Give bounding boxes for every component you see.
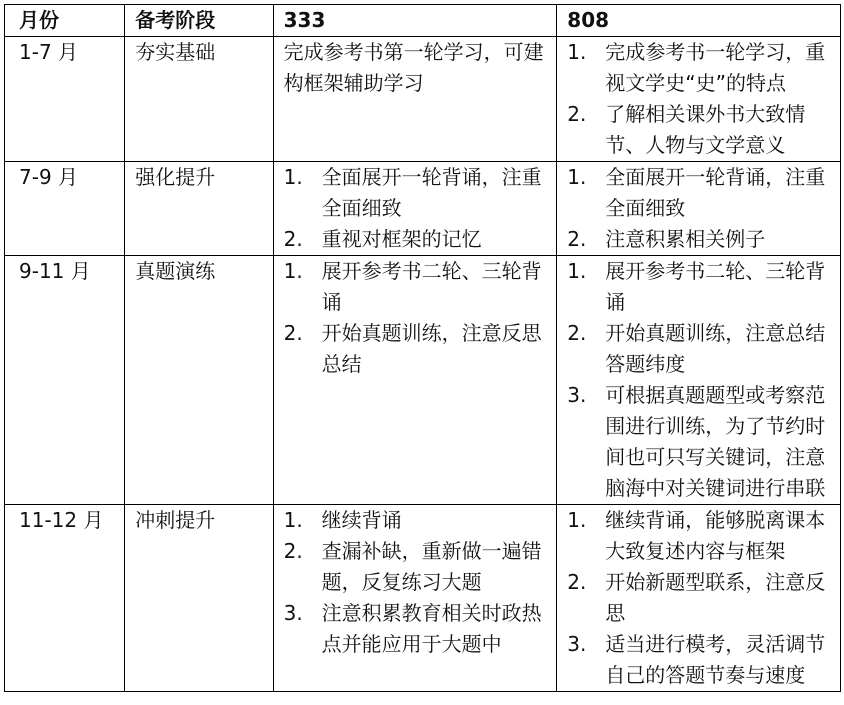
list-text: 开始真题训练，注意反思总结	[321, 321, 542, 376]
list-item	[567, 224, 840, 255]
header-stage: 备考阶段	[125, 5, 273, 37]
list-item	[284, 318, 557, 380]
table-row	[5, 162, 841, 256]
c333-list	[284, 505, 557, 660]
list-text: 注意积累教育相关时政热点并能应用于大题中	[321, 601, 542, 656]
list-item	[567, 629, 840, 691]
list-text: 开始真题训练，注意总结答题纬度	[605, 321, 826, 376]
c333-cell	[273, 162, 557, 256]
list-number: 2.	[283, 321, 303, 345]
list-item	[567, 380, 840, 504]
list-item	[567, 256, 840, 318]
list-text: 注意积累相关例子	[605, 227, 766, 251]
list-text: 完成参考书一轮学习，重视文学史“史”的特点	[605, 40, 826, 95]
table-header-row	[5, 5, 841, 37]
list-text: 继续背诵，能够脱离课本大致复述内容与框架	[605, 508, 826, 563]
list-number: 1.	[567, 508, 587, 532]
list-item	[284, 536, 557, 598]
list-item	[284, 162, 557, 224]
list-number: 3.	[567, 383, 587, 407]
list-item	[567, 318, 840, 380]
list-number: 2.	[567, 102, 587, 126]
list-item	[567, 162, 840, 224]
c333-cell: 完成参考书第一轮学习，可建构框架辅助学习	[273, 37, 557, 162]
list-text: 全面展开一轮背诵，注重全面细致	[321, 165, 542, 220]
c333-list	[284, 162, 557, 255]
table-row	[5, 37, 841, 162]
list-number: 1.	[283, 165, 303, 189]
table-row	[5, 256, 841, 505]
header-month: 月份	[5, 5, 125, 37]
list-text: 查漏补缺，重新做一遍错题，反复练习大题	[321, 539, 542, 594]
stage-cell: 强化提升	[125, 162, 273, 256]
month-cell: 9-11 月	[5, 256, 125, 505]
c808-cell	[557, 162, 841, 256]
list-item	[284, 256, 557, 318]
c808-list	[567, 256, 840, 504]
table-row	[5, 505, 841, 692]
list-text: 展开参考书二轮、三轮背诵	[605, 259, 826, 314]
list-item	[284, 598, 557, 660]
c808-cell	[557, 37, 841, 162]
list-text: 继续背诵	[321, 508, 402, 532]
list-text: 全面展开一轮背诵，注重全面细致	[605, 165, 826, 220]
study-plan-table	[4, 4, 841, 692]
list-text: 适当进行模考，灵活调节自己的答题节奏与速度	[605, 632, 826, 687]
list-number: 1.	[567, 40, 587, 64]
stage-cell: 夯实基础	[125, 37, 273, 162]
header-333: 333	[273, 5, 557, 37]
list-text: 展开参考书二轮、三轮背诵	[321, 259, 542, 314]
list-item	[567, 37, 840, 99]
list-number: 2.	[567, 227, 587, 251]
c333-cell	[273, 256, 557, 505]
list-number: 3.	[283, 601, 303, 625]
list-item	[567, 505, 840, 567]
c808-cell	[557, 505, 841, 692]
month-cell: 1-7 月	[5, 37, 125, 162]
c333-cell	[273, 505, 557, 692]
stage-cell: 真题演练	[125, 256, 273, 505]
list-number: 2.	[567, 570, 587, 594]
list-text: 重视对框架的记忆	[321, 227, 482, 251]
list-item	[567, 567, 840, 629]
list-number: 1.	[283, 259, 303, 283]
list-number: 2.	[283, 539, 303, 563]
month-cell: 7-9 月	[5, 162, 125, 256]
list-item	[567, 99, 840, 161]
list-text: 开始新题型联系，注意反思	[605, 570, 826, 625]
list-item	[284, 224, 557, 255]
header-808: 808	[557, 5, 841, 37]
list-number: 1.	[283, 508, 303, 532]
c333-list	[284, 256, 557, 380]
list-number: 1.	[567, 165, 587, 189]
c808-list	[567, 37, 840, 161]
list-number: 1.	[567, 259, 587, 283]
list-text: 可根据真题题型或考察范围进行训练，为了节约时间也可只写关键词，注意脑海中对关键词进行串联	[605, 383, 826, 500]
stage-cell: 冲刺提升	[125, 505, 273, 692]
c808-list	[567, 505, 840, 691]
c808-cell	[557, 256, 841, 505]
list-item	[284, 505, 557, 536]
list-number: 2.	[283, 227, 303, 251]
list-text: 了解相关课外书大致情节、人物与文学意义	[605, 102, 806, 157]
c808-list	[567, 162, 840, 255]
list-number: 2.	[567, 321, 587, 345]
month-cell: 11-12 月	[5, 505, 125, 692]
list-number: 3.	[567, 632, 587, 656]
